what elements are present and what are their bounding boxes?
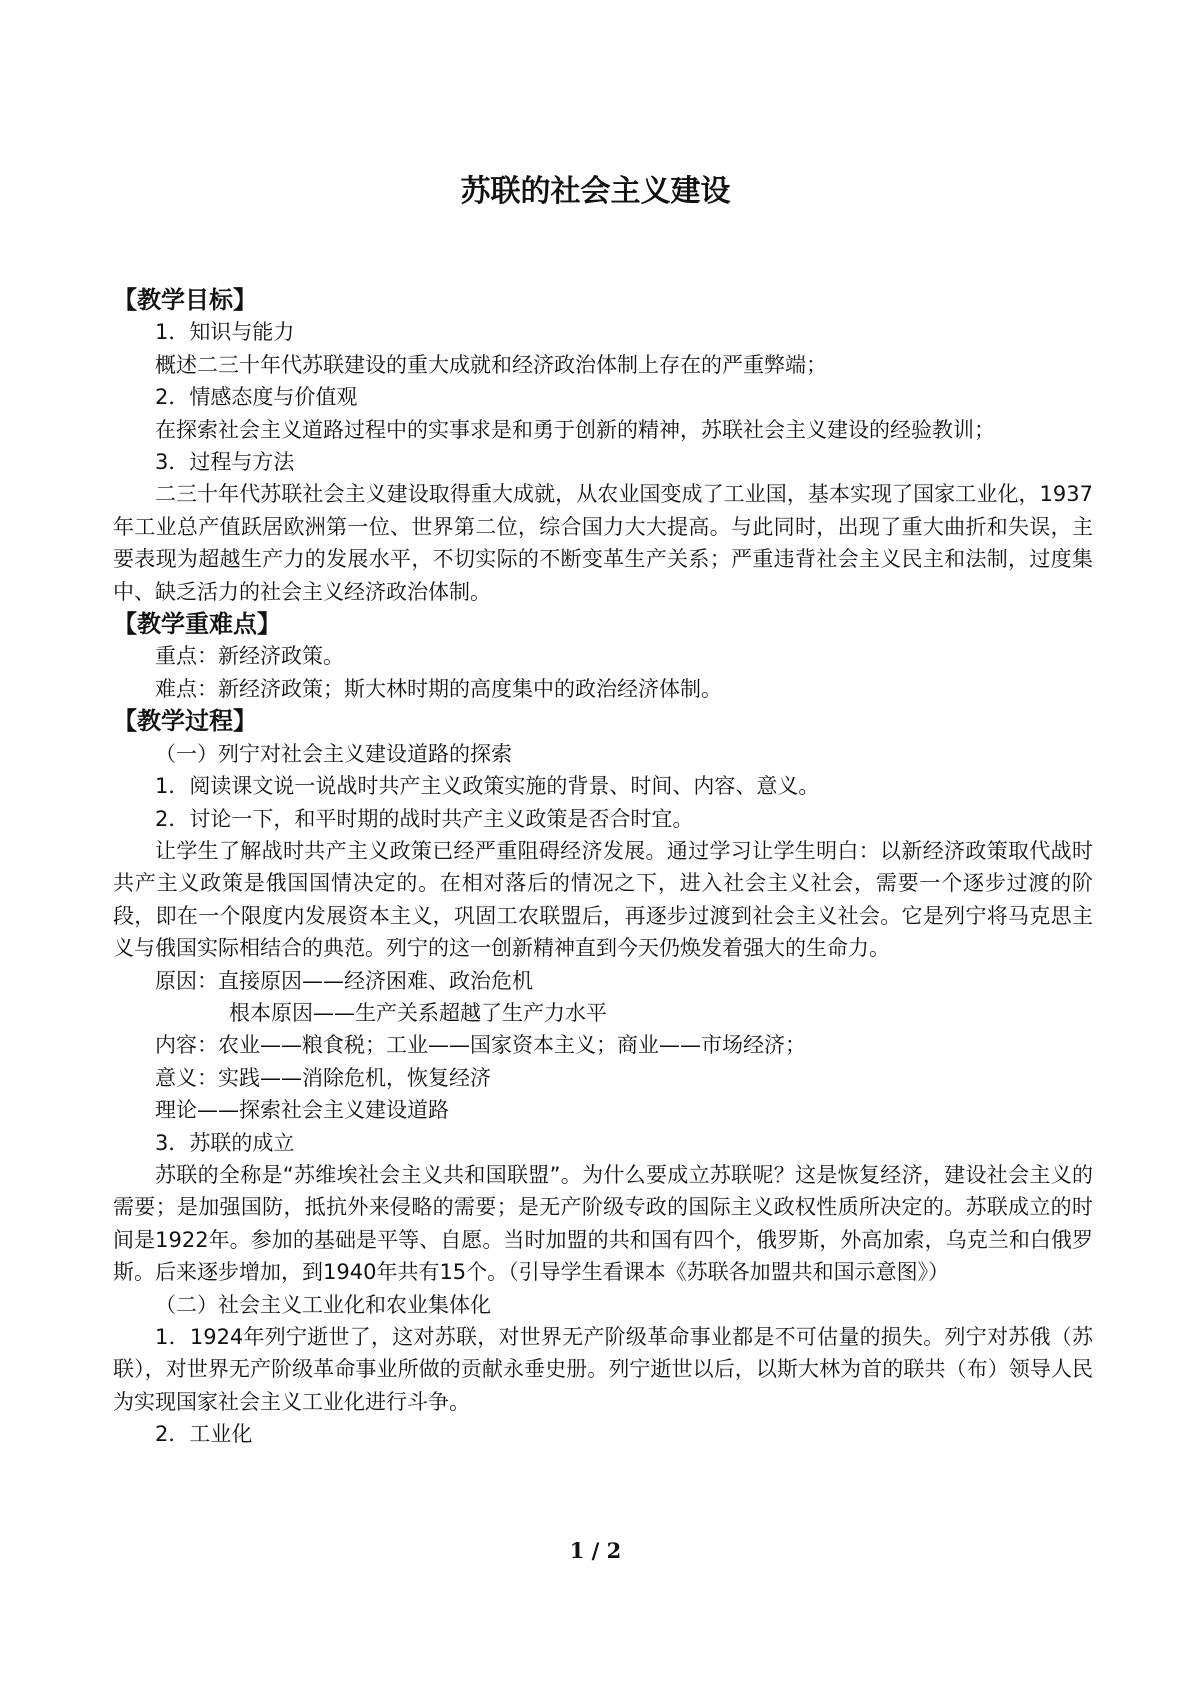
- process-heading: 【教学过程】: [113, 707, 257, 736]
- policy-theory: 理论——探索社会主义建设道路: [155, 1098, 449, 1123]
- process-point-2: 2．讨论一下，和平时期的战时共产主义政策是否合时宜。: [155, 806, 694, 831]
- policy-meaning: 意义：实践——消除危机，恢复经济: [155, 1065, 491, 1090]
- process-point-4: 2．工业化: [155, 1422, 253, 1447]
- goals-text-3: 二三十年代苏联社会主义建设取得重大成就，从农业国变成了工业国，基本实现了国家工业化，1937年工业总产值跃居欧洲第一位、世界第二位，综合国力大大提高。与此同时，出现了重大曲折和失误，主要表现为超越生产力的发展水平，不切实际的不断变革生产关系；严重违背社会主义民主和法制，过度集中、缺乏活力的社会主义经济政治体制。: [113, 482, 1093, 604]
- process-paragraph-3: 1．1924年列宁逝世了，这对苏联，对世界无产阶级革命事业都是不可估量的损失。列宁对苏俄（苏联），对世界无产阶级革命事业所做的贡献永垂史册。列宁逝世以后，以斯大林为首的联共（布）领导人民为实现国家社会主义工业化进行斗争。: [113, 1325, 1093, 1414]
- document-body: [113, 284, 1093, 1451]
- cause-direct: 原因：直接原因——经济困难、政治危机: [155, 968, 533, 993]
- goals-item-1: 1．知识与能力: [155, 320, 295, 345]
- goals-item-3: 3．过程与方法: [155, 450, 295, 475]
- goals-item-2: 2．情感态度与价值观: [155, 385, 358, 410]
- goals-heading: 【教学目标】: [113, 286, 257, 314]
- keypoint-key: 重点：新经济政策。: [155, 644, 344, 669]
- process-subheading-2: （二）社会主义工业化和农业集体化: [155, 1292, 491, 1317]
- process-paragraph-2: 苏联的全称是“苏维埃社会主义共和国联盟”。为什么要成立苏联呢？这是恢复经济，建设社会主义的需要；是加强国防，抵抗外来侵略的需要；是无产阶级专政的国际主义政权性质所决定的。苏联成立的时间是1922年。参加的基础是平等、自愿。当时加盟的共和国有四个，俄罗斯，外高加索，乌克兰和白俄罗斯。后来逐步增加，到1940年共有15个。（引导学生看课本《苏联各加盟共和国示意图》）: [113, 1162, 1093, 1285]
- policy-content: 内容：农业——粮食税；工业——国家资本主义；商业——市场经济；: [155, 1033, 806, 1058]
- keypoint-difficult: 难点：新经济政策；斯大林时期的高度集中的政治经济体制。: [155, 676, 722, 701]
- process-paragraph-1: 让学生了解战时共产主义政策已经严重阻碍经济发展。通过学习让学生明白：以新经济政策取代战时共产主义政策是俄国国情决定的。在相对落后的情况之下，进入社会主义社会，需要一个逐步过渡的阶段，即在一个限度内发展资本主义，巩固工农联盟后，再逐步过渡到社会主义社会。它是列宁将马克思主义与俄国实际相结合的典范。列宁的这一创新精神直到今天仍焕发着强大的生命力。: [113, 838, 1093, 961]
- goals-text-1: 概述二三十年代苏联建设的重大成就和经济政治体制上存在的严重弊端；: [155, 352, 827, 377]
- page-number: 1 / 2: [569, 1538, 622, 1563]
- process-point-3: 3．苏联的成立: [155, 1130, 295, 1155]
- document-title: 苏联的社会主义建设: [460, 174, 731, 209]
- process-point-1: 1．阅读课文说一说战时共产主义政策实施的背景、时间、内容、意义。: [155, 774, 820, 799]
- process-subheading-1: （一）列宁对社会主义建设道路的探索: [155, 741, 512, 766]
- goals-text-2: 在探索社会主义道路过程中的实事求是和勇于创新的精神，苏联社会主义建设的经验教训；: [155, 417, 995, 442]
- keypoints-heading: 【教学重难点】: [113, 610, 281, 639]
- cause-fundamental: 根本原因——生产关系超越了生产力水平: [229, 1000, 607, 1025]
